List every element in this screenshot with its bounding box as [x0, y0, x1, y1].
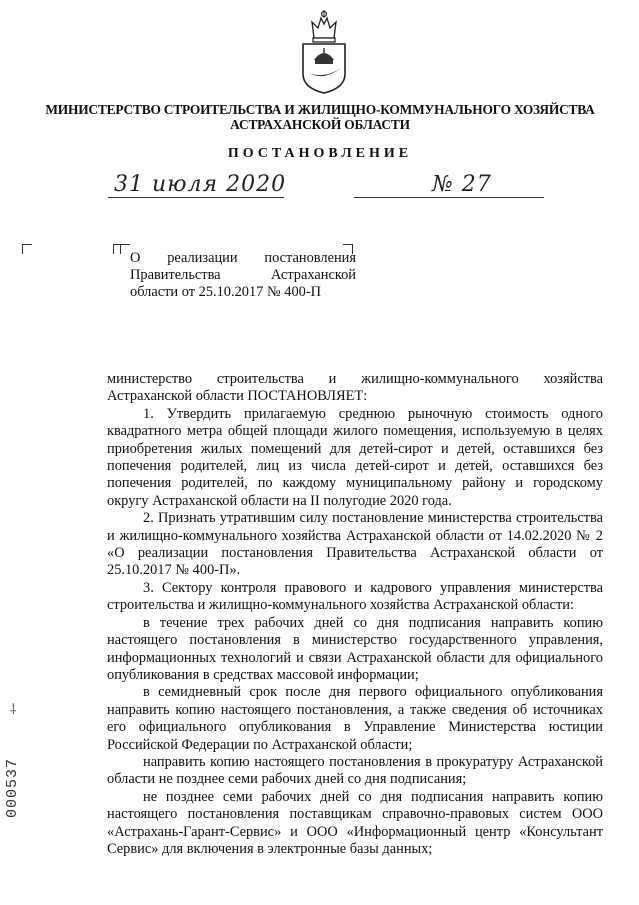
ministry-name-line1: МИНИСТЕРСТВО СТРОИТЕЛЬСТВА И ЖИЛИЩНО-КОММУНАЛЬНОГО ХОЗЯЙСТВА — [45, 102, 595, 117]
margin-stamp-number: 000537 — [4, 757, 21, 818]
number-underline — [354, 197, 544, 198]
subject-corner-mark-left-b — [120, 244, 130, 254]
margin-corner-mark — [22, 244, 32, 254]
body-item-3-subitem-4: не позднее семи рабочих дней со дня подписания направить копию настоящего постановления поставщикам справочно-правовых систем ООО «Астрахань-Гарант-Сервис» и ООО «Информационный центр «Консультант Сервис» для включения в электронные базы данных; — [107, 788, 603, 857]
document-type-heading: ПОСТАНОВЛЕНИЕ — [227, 146, 413, 161]
margin-scribble-mark: ⸸ — [10, 703, 17, 718]
body-item-3: 3. Сектору контроля правового и кадрового управления министерства строительства и жилищно-коммунального хозяйства Астраханской области: — [107, 579, 603, 614]
document-body — [107, 371, 603, 858]
body-intro-paragraph: министерство строительства и жилищно-коммунального хозяйства Астраханской области ПОСТАНОВЛЯЕТ: — [107, 371, 603, 405]
handwritten-date: 31 июля 2020 — [114, 172, 287, 197]
body-item-3-subitem-3: направить копию настоящего постановления в прокуратуру Астраханской области не позднее семи рабочих дней со дня подписания; — [107, 753, 603, 788]
body-item-3-subitem-2: в семидневный срок после дня первого официального опубликования направить копию настоящего постановления, а также сведения об источниках его официального опубликования в Управление Министерства юстиции Российской Федерации по Астраханской области; — [107, 684, 603, 753]
subject-line-2: Правительства Астраханской — [130, 267, 356, 283]
body-item-3-subitem-1: в течение трех рабочих дней со дня подписания направить копию настоящего постановления в министерство государственного управления, информационных технологий и связи Астраханской области для официального опубликования в средствах массовой информации; — [107, 614, 603, 683]
handwritten-number: № 27 — [432, 172, 492, 197]
body-item-2: 2. Признать утратившим силу постановление министерства строительства и жилищно-коммунального хозяйства Астраханской области от 14.02.2020 № 2 «О реализации постановления Правительства Астраханской области от 25.10.2017 № 400-П». — [107, 510, 603, 579]
date-underline — [108, 197, 284, 198]
ministry-name — [40, 102, 600, 132]
body-item-1: 1. Утвердить прилагаемую среднюю рыночную стоимость одного квадратного метра общей площади жилого помещения, используемую в целях приобретения жилых помещений для детей-сирот и детей, оставшихся без попечения родителей, лиц из числа детей-сирот и детей, оставшихся без попечения родителей, по каждому муниципальному району и городскому округу Астраханской области на II полугодие 2020 года. — [107, 405, 603, 509]
subject-line-1: О реализации постановления — [130, 250, 356, 266]
ministry-name-line2: АСТРАХАНСКОЙ ОБЛАСТИ — [230, 117, 410, 132]
document-subject — [130, 250, 356, 301]
subject-line-3: области от 25.10.2017 № 400-П — [130, 284, 322, 300]
coat-of-arms-emblem — [297, 8, 351, 94]
